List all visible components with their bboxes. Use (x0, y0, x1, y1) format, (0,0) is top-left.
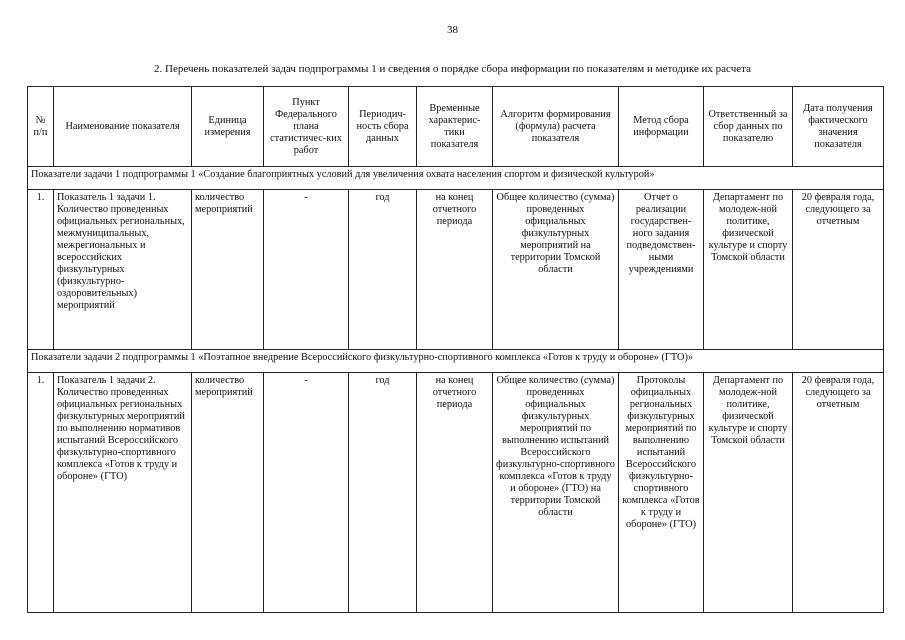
cell-unit: количество мероприятий (192, 373, 264, 613)
column-header: Дата получения фактического значения показателя (793, 87, 884, 167)
page-number: 38 (447, 24, 458, 36)
cell-algorithm: Общее количество (сумма) проведенных официальных физкультурных мероприятий на территории Томской области (493, 190, 619, 350)
column-header: Периодич-ность сбора данных (349, 87, 417, 167)
cell-name: Показатель 1 задачи 2. Количество проведенных официальных региональных физкультурных мероприятий по выполнению нормативов испытаний Всероссийского физкультурно-спортивного комплекса «Готов к труду и обороне» (ГТО) (54, 373, 192, 613)
document-title: 2. Перечень показателей задач подпрограммы 1 и сведения о порядке сбора информации по показателям и методике их расчета (154, 63, 751, 75)
column-header: Наименование показателя (54, 87, 192, 167)
section-heading-row (28, 350, 884, 373)
cell-responsible: Департамент по молодеж-ной политике, физической культуре и спорту Томской области (704, 190, 793, 350)
column-header: Ответственный за сбор данных по показателю (704, 87, 793, 167)
column-header: № п/п (28, 87, 54, 167)
cell-date: 20 февраля года, следующего за отчетным (793, 190, 884, 350)
table-row (28, 373, 884, 613)
cell-method: Отчет о реализации государствен-ного задания подведомствен-ными учреждениями (619, 190, 704, 350)
column-header: Временные характерис-тики показателя (417, 87, 493, 167)
cell-algorithm: Общее количество (сумма) проведенных официальных физкультурных мероприятий по выполнению испытаний Всероссийского физкультурно-спортивного комплекса «Готов к труду и обороне» (ГТО) на территории Томской области (493, 373, 619, 613)
column-header: Алгоритм формирования (формула) расчета показателя (493, 87, 619, 167)
cell-periodicity: год (349, 373, 417, 613)
cell-time: на конец отчетного периода (417, 190, 493, 350)
cell-name: Показатель 1 задачи 1. Количество проведенных официальных региональных, межмуниципальных, межрегиональных и всероссийских физкультурных (физкультурно-оздоровительных) мероприятий (54, 190, 192, 350)
section-heading: Показатели задачи 2 подпрограммы 1 «Поэтапное внедрение Всероссийского физкультурно-спортивного комплекса «Готов к труду и обороне» (ГТО)» (28, 350, 884, 373)
cell-unit: количество мероприятий (192, 190, 264, 350)
column-header: Метод сбора информации (619, 87, 704, 167)
cell-num: 1. (28, 190, 54, 350)
cell-method: Протоколы официальных региональных физкультурных мероприятий по выполнению испытаний Всероссийского физкультурно-спортивного комплекса «Готов к труду и обороне» (ГТО) (619, 373, 704, 613)
table-row (28, 190, 884, 350)
indicators-table (27, 86, 884, 613)
cell-responsible: Департамент по молодеж-ной политике, физической культуре и спорту Томской области (704, 373, 793, 613)
cell-date: 20 февраля года, следующего за отчетным (793, 373, 884, 613)
cell-fed-plan: - (264, 373, 349, 613)
cell-periodicity: год (349, 190, 417, 350)
table-header-row (28, 87, 884, 167)
column-header: Единица измерения (192, 87, 264, 167)
section-heading: Показатели задачи 1 подпрограммы 1 «Создание благоприятных условий для увеличения охвата населения спортом и физической культурой» (28, 167, 884, 190)
cell-num: 1. (28, 373, 54, 613)
section-heading-row (28, 167, 884, 190)
column-header: Пункт Федерального плана статистичес-ких работ (264, 87, 349, 167)
cell-fed-plan: - (264, 190, 349, 350)
cell-time: на конец отчетного периода (417, 373, 493, 613)
